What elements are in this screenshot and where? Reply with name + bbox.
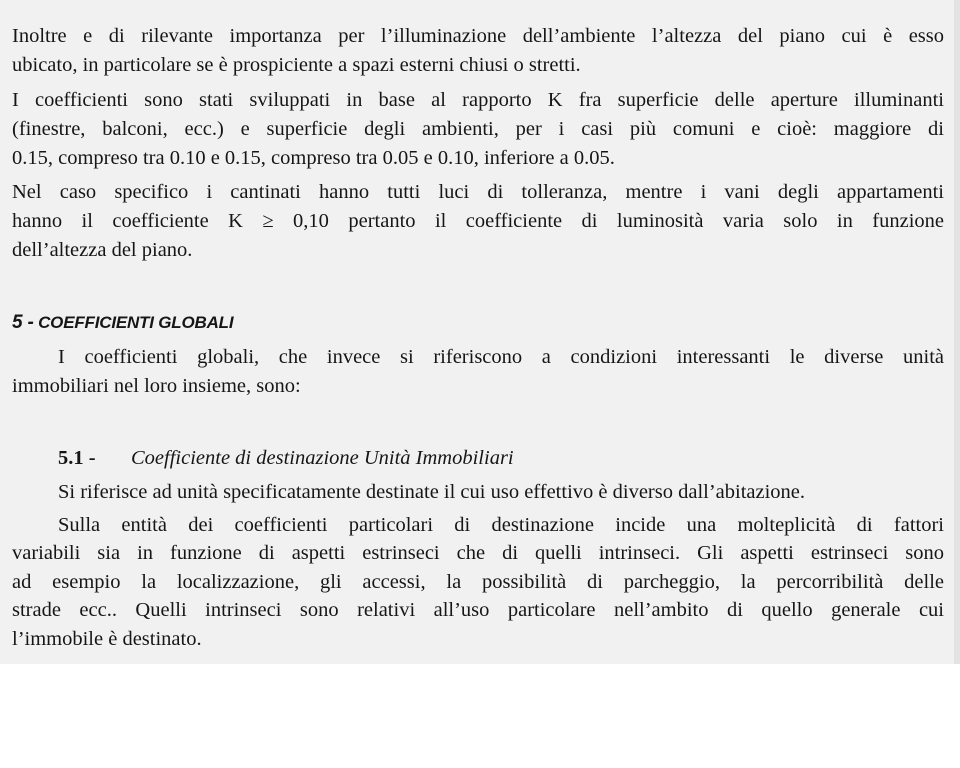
section-para-line-2: immobiliari nel loro insieme, sono: xyxy=(12,375,301,397)
subsection-number: 5.1 - xyxy=(58,447,96,469)
section-title: COEFFICIENTI GLOBALI xyxy=(38,313,234,332)
intro-line-1: Inoltre e di rilevante importanza per l’illuminazione dell’ambiente l’altezza del piano cui è esso xyxy=(12,25,944,47)
subsection-para-2-line-2: variabili sia in funzione di aspetti estrinseci che di quelli intrinseci. Gli aspetti estrinseci sono xyxy=(12,542,944,564)
section-para-line-1: I coefficienti globali, che invece si riferiscono a condizioni interessanti le diverse unità xyxy=(58,346,944,368)
intro-line-2: ubicato, in particolare se è prospiciente a spazi esterni chiusi o stretti. xyxy=(12,54,581,76)
subsection-para-2-line-5: l’immobile è destinato. xyxy=(12,628,202,650)
subsection-para-1: Si riferisce ad unità specificatamente destinate il cui uso effettivo è diverso dall’abitazione. xyxy=(58,481,806,503)
scan-edge-shadow xyxy=(954,0,960,664)
subsection-para-2-line-1: Sulla entità dei coefficienti particolari di destinazione incide una molteplicità di fattori xyxy=(58,514,944,536)
subsection-para-2-line-4: strade ecc.. Quelli intrinseci sono relativi all’uso particolare nell’ambito di quello generale cui xyxy=(12,599,944,621)
section-heading xyxy=(12,311,233,335)
section-number: 5 - xyxy=(12,312,34,333)
subsection-para-2-line-3: ad esempio la localizzazione, gli accessi, la possibilità di parcheggio, la percorribilità delle xyxy=(12,571,944,593)
coefficients-line-3: 0.15, compreso tra 0.10 e 0.15, compreso tra 0.05 e 0.10, inferiore a 0.05. xyxy=(12,147,615,169)
coefficients-line-1: I coefficienti sono stati sviluppati in base al rapporto K fra superficie delle aperture illuminanti xyxy=(12,89,944,111)
specific-case-line-2: hanno il coefficiente K ≥ 0,10 pertanto il coefficiente di luminosità varia solo in funzione xyxy=(12,210,944,232)
coefficients-line-2: (finestre, balconi, ecc.) e superficie degli ambienti, per i casi più comuni e cioè: maggiore di xyxy=(12,118,944,140)
subsection-title: Coefficiente di destinazione Unità Immobiliari xyxy=(131,447,514,469)
specific-case-line-3: dell’altezza del piano. xyxy=(12,239,193,261)
specific-case-line-1: Nel caso specifico i cantinati hanno tutti luci di tolleranza, mentre i vani degli appartamenti xyxy=(12,181,944,203)
